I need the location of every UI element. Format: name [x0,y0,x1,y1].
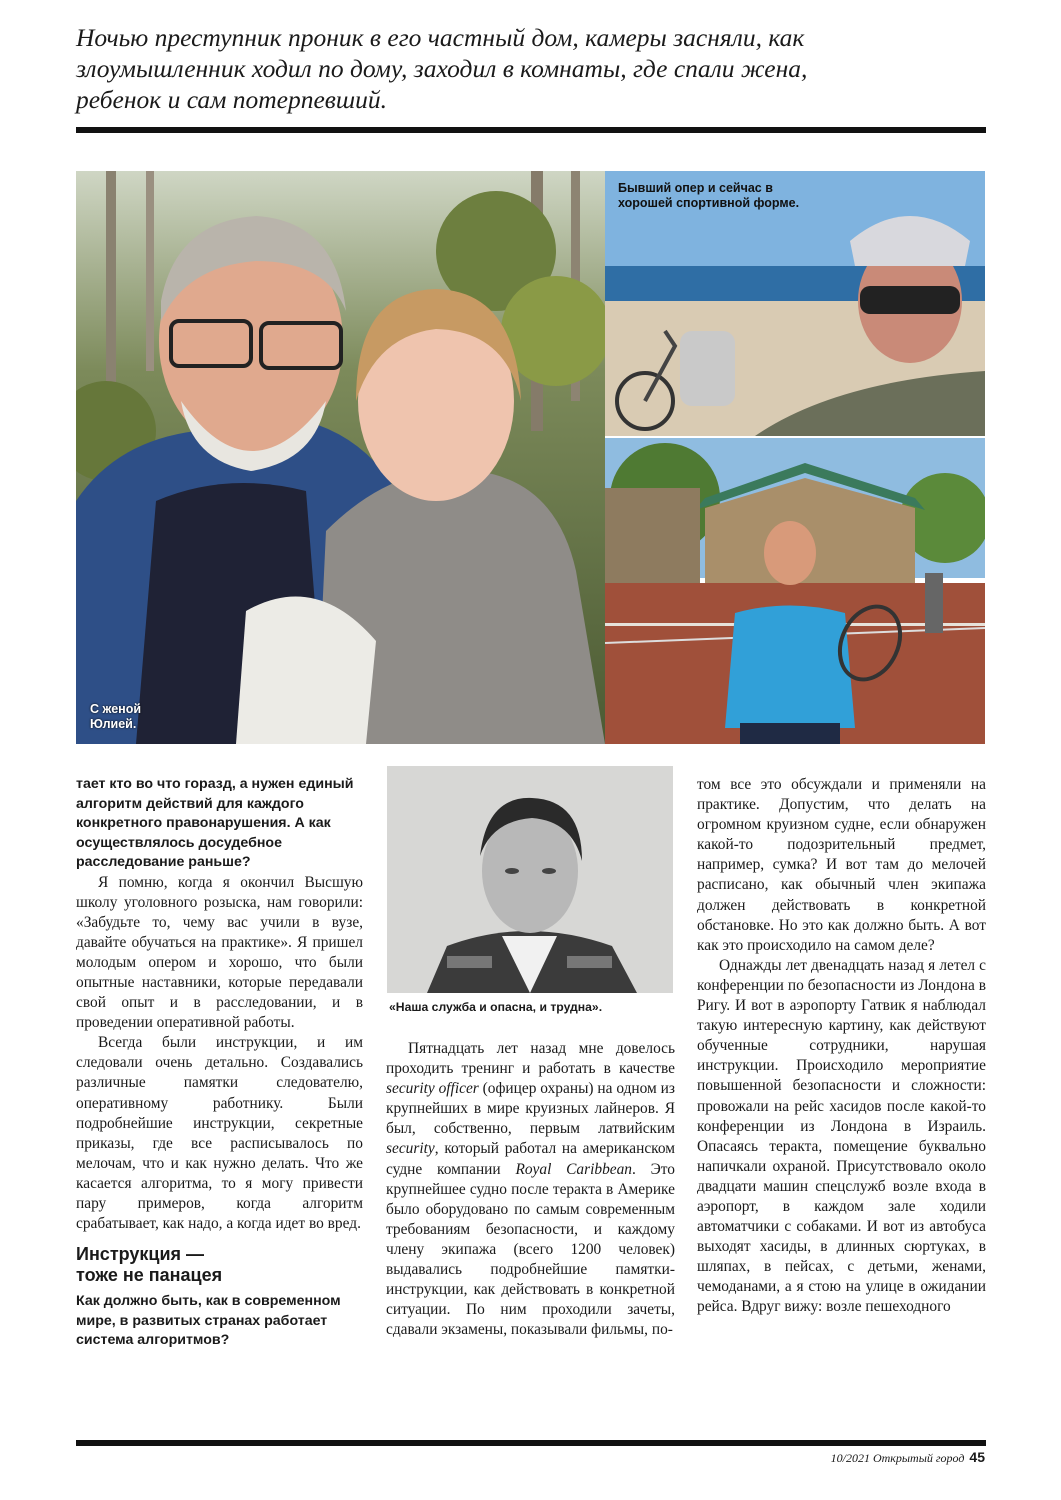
bottom-rule [76,1440,986,1446]
couple-caption [90,702,141,732]
col2-text-c: , который работал на американском судне компании [386,1140,675,1178]
lead-line-3: ребенок и сам потерпевший. [76,85,388,114]
col3-paragraph-2: Однажды лет двенадцать назад я летел с конференции по безопасности из Лондона в Ригу. И вот в аэропорту Гатвик я наблюдал такую интересную картину, как действуют обученные сотрудники, нарушая инструкции. Происходило мероприятие повышенной безопасности и сложности: провожали на рейс хасидов после какой-то конференции из Лондона в Израиль. Опасаясь теракта, помещение буквально напичкали охраной. Присутствовало около двадцати машин спецслужб возле входа в аэропорт, в каждом зале ходили автоматчики с собаками. И вот из автобуса выходят хасиды, в длинных сюртуках, в шляпах, в пейсах, с детьми, женами, чемоданами, а я стою на улице в ожидании рейса. Вдруг вижу: возле пешеходного [697,956,986,1316]
couple-caption-line-1: С женой [90,702,142,716]
top-rule [76,127,986,133]
beach-photo [605,171,985,436]
column-1 [76,775,363,1351]
col2-em-security-officer: security officer [386,1080,479,1098]
col1-paragraph-2: Всегда были инструкции, и им следовали очень детально. Создавались различные памятки следователю, оперативному работнику. Были подробнейшие инструкции, секретные приказы, где все расписывалось по мелочам, что и как нужно делать. Что же касается алгоритма, то я могу привести пару примеров, когда алгоритм срабатывает, как надо, а когда идет во вред. [76,1034,363,1233]
col2-text-a: Пятнадцать лет назад мне довелось проходить тренинг и работать в качестве [386,1040,675,1078]
col2-text-d: . Это крупнейшее судно после теракта в Америке было оборудовано по самым современным требованиям безопасности, и каждому члену экипажа (всего 1200 человек) выдавались подробнейшие памятки-инструкции, как действовать в конкретной ситуации. По ним проходили зачеты, сдавали экзамены, показывали фильмы, по- [386,1160,675,1339]
col2-em-royal-caribbean: Royal Caribbean [515,1160,632,1178]
subheading-line-2: тоже не панацея [76,1265,223,1286]
col2-text-b: (офицер охраны) на одном из крупнейших в мире круизных лайнеров. Я был, собственно, первым латвийским [386,1080,675,1138]
couple-caption-line-2: Юлией. [90,717,137,731]
portrait-caption: «Наша служба и опасна, и трудна». [389,1000,603,1014]
tennis-photo [605,438,985,744]
magazine-name: Открытый город [872,1451,965,1465]
lead-line-2: злоумышленник ходил по дому, заходил в комнаты, где спали жена, [76,54,808,83]
column-2 [386,1039,675,1340]
bw-portrait-photo [387,766,673,993]
lead-paragraph [76,22,976,115]
col3-paragraph-1: том все это обсуждали и применяли на практике. Допустим, что делать на огромном круизном судне, если обнаружен какой-то подозрительный предмет, например, сумка? И вот там до мелочей расписано, как обычный член экипажа должен действовать в конкретной обстановке. Но это как должно быть. А вот как это происходило на самом деле? [697,776,986,954]
page-footer [831,1449,985,1466]
col2-em-security: security [386,1140,435,1158]
subheading [76,1244,363,1286]
issue-number: 10/2021 [830,1451,870,1465]
couple-photo [76,171,605,744]
beach-caption-line-2: хорошей спортивной форме. [618,196,800,210]
column-3 [697,775,986,1318]
col1-paragraph-1: Я помню, когда я окончил Высшую школу уголовного розыска, нам говорили: «Забудьте то, чему вас учили в вузе, давайте обучаться на практике». Я пришел молодым опером и хорошо, что были опытные наставники, которые передавали свой опыт и в расследовании, и в проведении оперативной работы. [76,873,363,1032]
question-1: тает кто во что горазд, а нужен единый алгоритм действий для каждого конкретного правонарушения. А как осуществлялось досудебное расследование раньше? [76,776,354,870]
beach-caption-line-1: Бывший опер и сейчас в [618,181,773,195]
col2-paragraph-1 [386,1039,675,1340]
page-number: 45 [969,1449,985,1465]
beach-caption [618,181,799,211]
question-2: Как должно быть, как в современном мире, в развитых странах работает система алгоритмов? [76,1293,341,1349]
lead-line-1: Ночью преступник проник в его частный дом, камеры засняли, как [76,23,805,52]
subheading-line-1: Инструкция — [76,1244,205,1265]
